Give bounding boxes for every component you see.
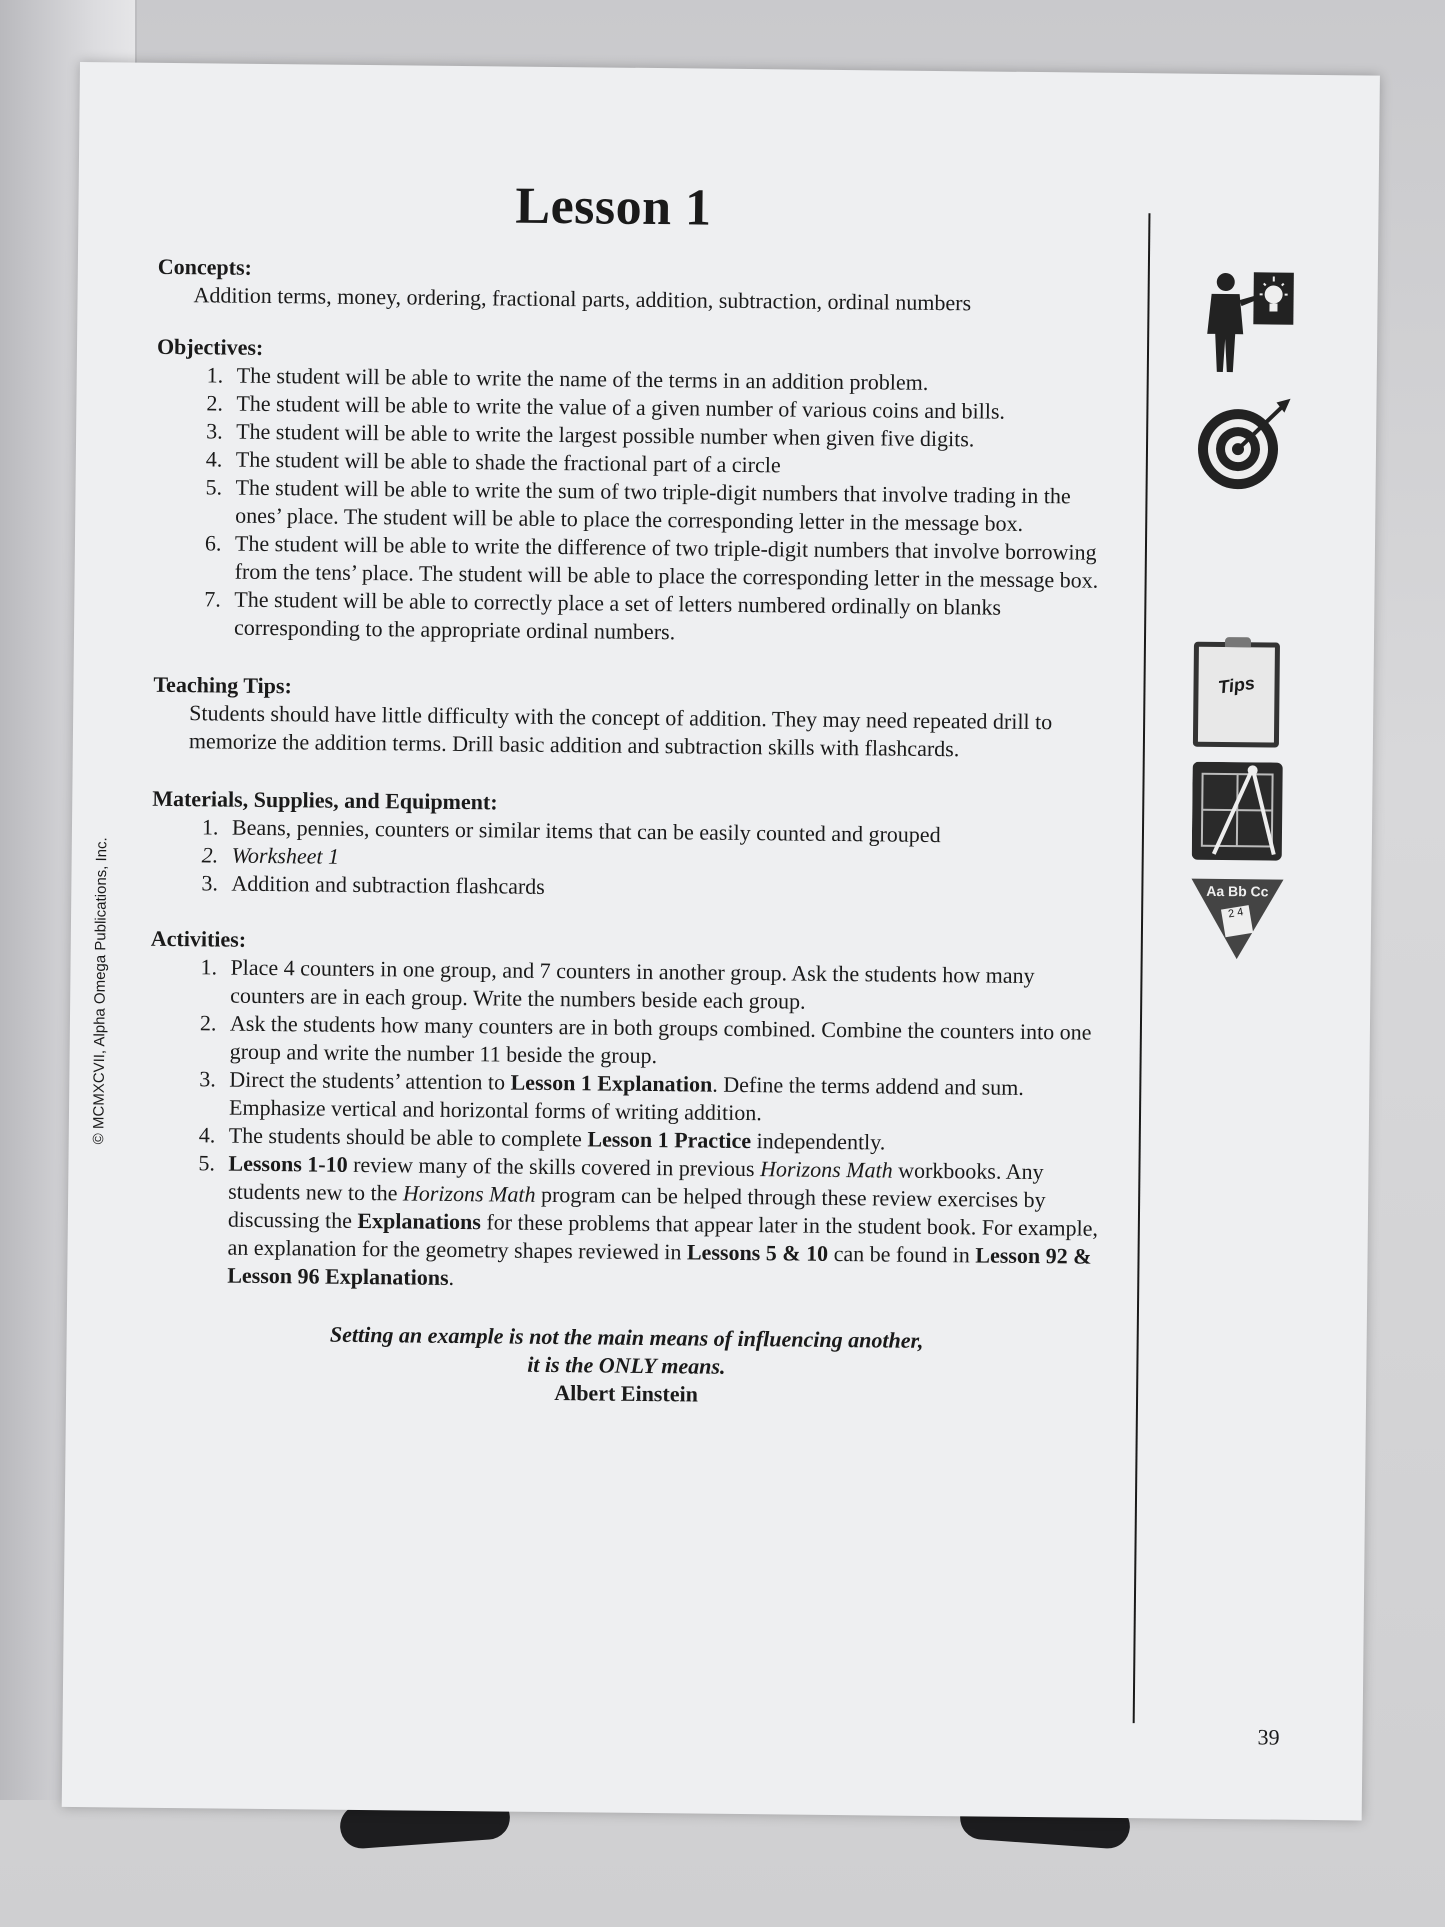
copyright-notice: © MCMXCVII, Alpha Omega Publications, Inc. — [90, 837, 111, 1145]
clipboard-clip — [1225, 637, 1251, 647]
concepts-text: Addition terms, money, ordering, fractional parts, addition, subtraction, ordinal numbers — [193, 282, 972, 316]
activity-item — [219, 1150, 1108, 1299]
activities-list — [147, 953, 1110, 1299]
objectives-list — [154, 361, 1117, 651]
material-item: 1. Beans, pennies, counters or similar items that can be easily counted and grouped — [224, 814, 1112, 851]
activity-bold: Explanations — [357, 1207, 482, 1235]
objective-item: 6. The student will be able to write the difference of two triple-digit numbers that involve borrowing from the tens’ place. The student will be able to place the corresponding letter in the message box. — [227, 530, 1116, 595]
activity-item: 2. Ask the students how many counters are in both groups combined. Combine the counters into one group and write the number 11 beside the group. — [221, 1010, 1110, 1075]
activity-text: Direct the students’ attention to — [229, 1066, 511, 1095]
material-item: 2. Worksheet 1 — [224, 842, 1112, 879]
document-page — [62, 62, 1380, 1821]
activity-text: . Define the terms addend and sum. Emphasize vertical and horizontal forms of writing addition. — [228, 1071, 1025, 1126]
objective-item: 5. The student will be able to write the sum of two triple-digit numbers that involve trading in the ones’ place. The student will be able to place the corresponding letter in the message box. — [227, 474, 1116, 539]
target-icon — [1196, 394, 1297, 495]
activity-text: review many of the skills covered in previous — [347, 1151, 761, 1182]
teaching-tips-text: Students should have little difficulty with the concept of addition. They may need repeated drill to memorize the addition terms. Drill basic addition and subtraction skills with flashcards. — [188, 700, 1053, 762]
activity-bold: Lessons 1-10 — [228, 1150, 348, 1177]
page-number: 39 — [1257, 1724, 1280, 1750]
activity-italic: Horizons Math — [402, 1180, 536, 1207]
activity-item — [221, 1066, 1110, 1131]
activity-italic: Horizons Math — [759, 1156, 893, 1183]
materials-heading: Materials, Supplies, and Equipment: — [152, 785, 498, 815]
margin-rule — [1133, 213, 1151, 1723]
objectives-heading: Objectives: — [156, 333, 264, 360]
abc-label: Aa Bb Cc — [1206, 882, 1269, 900]
abc-triangle-icon — [1192, 879, 1284, 921]
quote-line-2: it is the ONLY means. — [527, 1351, 726, 1379]
tips-clipboard-icon — [1193, 642, 1280, 748]
activity-bold: Lesson 92 & Lesson 96 Explanations — [227, 1242, 1092, 1290]
objective-item: 1. The student will be able to write the name of the terms in an addition problem. — [229, 362, 1117, 399]
quote-author: Albert Einstein — [554, 1380, 699, 1407]
activity-bold: Lessons 5 & 10 — [686, 1239, 829, 1266]
objective-item: 2. The student will be able to write the value of a given number of various coins and bills. — [228, 390, 1116, 427]
activity-text: for these problems that appear later in the student book. For example, an explanation for the geometry shapes reviewed in — [227, 1209, 1099, 1265]
teaching-tips-heading: Teaching Tips: — [153, 671, 293, 699]
activity-bold: Lesson 1 Practice — [587, 1126, 752, 1154]
objective-item: 7. The student will be able to correctly place a set of letters numbered ordinally on blanks corresponding to the appropriate ordinal numbers. — [226, 586, 1115, 651]
activity-bold: Lesson 1 Explanation — [510, 1069, 713, 1097]
activity-text: . — [448, 1264, 455, 1290]
concepts-heading: Concepts: — [157, 253, 253, 280]
activity-text: can be found in — [828, 1240, 976, 1268]
materials-list — [151, 813, 1112, 907]
activity-text: workbooks. Any students new to the — [228, 1157, 1044, 1206]
abc-digits: 2 4 — [1221, 905, 1253, 937]
tips-label: Tips — [1216, 672, 1256, 698]
material-item: 3. Addition and subtraction flashcards — [223, 870, 1111, 907]
activity-item: 1. Place 4 counters in one group, and 7 counters in another group. Ask the students how many counters are in each group. Write the numbers beside each group. — [222, 954, 1111, 1019]
quote-line-1: Setting an example is not the main means of influencing another, — [329, 1321, 924, 1353]
activities-heading: Activities: — [150, 925, 247, 952]
activity-text: The students should be able to complete — [228, 1122, 588, 1152]
activity-text: independently. — [750, 1128, 886, 1155]
geometry-compass-icon — [1192, 762, 1285, 863]
activity-text: program can be helped through these review exercises by discussing the — [227, 1181, 1046, 1233]
lesson-content — [146, 253, 1118, 1413]
objective-item: 4. The student will be able to shade the fractional part of a circle — [228, 446, 1116, 483]
objective-item: 3. The student will be able to write the largest possible number when given five digits. — [228, 418, 1116, 455]
page-title: Lesson 1 — [515, 177, 712, 237]
teacher-lightbulb-icon — [1197, 264, 1298, 375]
